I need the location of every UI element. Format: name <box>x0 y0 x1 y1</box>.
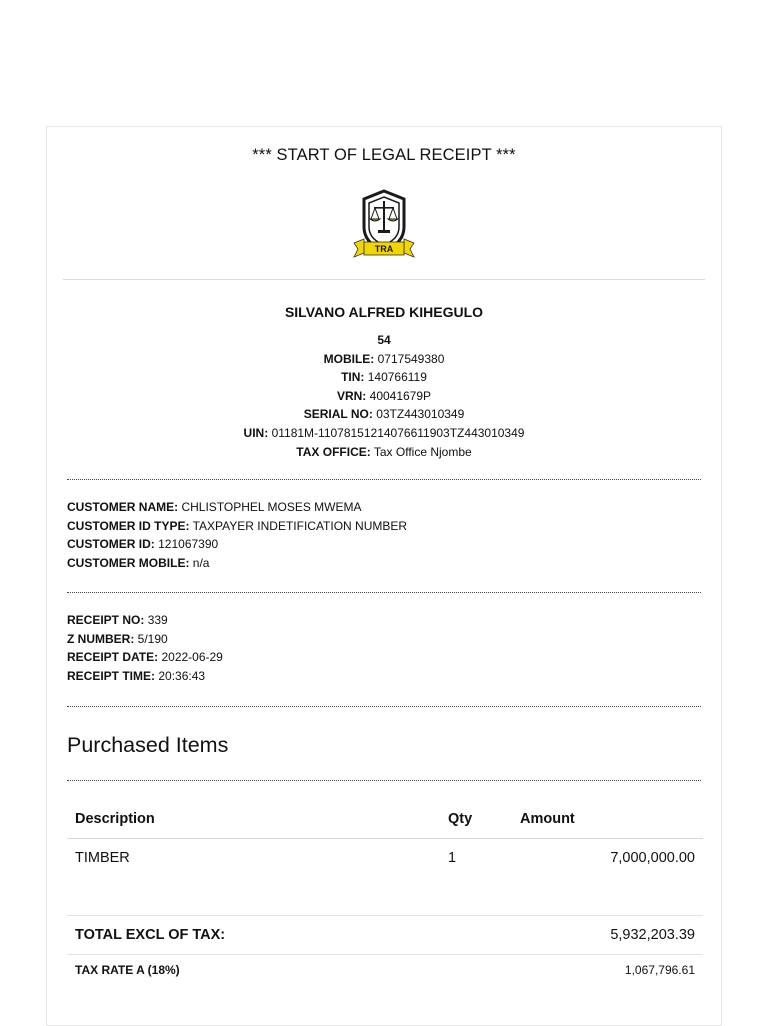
tax-rate-label: TAX RATE A (18%) <box>75 963 180 977</box>
dotted-divider <box>67 780 701 781</box>
customer-info <box>67 498 407 572</box>
z-number: Z NUMBER: 5/190 <box>67 631 168 646</box>
item-description: TIMBER <box>75 850 130 866</box>
total-excl-value: 5,932,203.39 <box>512 916 703 955</box>
receipt-card <box>46 126 722 1026</box>
column-header-description: Description <box>67 800 440 839</box>
customer-id: CUSTOMER ID: 121067390 <box>67 537 219 552</box>
table-spacer-row <box>67 877 703 916</box>
receipt-details <box>67 611 223 685</box>
table-row <box>67 839 703 878</box>
dotted-divider <box>67 592 701 593</box>
business-vrn: VRN: 40041679P <box>336 388 432 403</box>
receipt-heading: *** START OF LEGAL RECEIPT *** <box>252 146 516 164</box>
tax-rate-row <box>67 955 703 986</box>
receipt-date: RECEIPT DATE: 2022-06-29 <box>67 650 223 665</box>
business-tin: TIN: 140766119 <box>341 370 427 385</box>
item-qty: 1 <box>448 850 457 866</box>
receipt-number: RECEIPT NO: 339 <box>67 613 168 627</box>
item-amount: 7,000,000.00 <box>610 850 695 866</box>
business-mobile: MOBILE: 0717549380 <box>323 351 445 366</box>
dotted-divider <box>67 706 701 707</box>
receipt-time: RECEIPT TIME: 20:36:43 <box>67 668 206 683</box>
dotted-divider <box>67 479 701 480</box>
logo-text: TRA <box>374 244 394 254</box>
tax-rate-value: 1,067,796.61 <box>624 963 695 977</box>
business-tax-office: TAX OFFICE: Tax Office Njombe <box>296 444 472 459</box>
business-serial: SERIAL NO: 03TZ443010349 <box>303 407 465 422</box>
customer-name: CUSTOMER NAME: CHLISTOPHEL MOSES MWEMA <box>67 500 362 514</box>
tra-logo <box>352 187 416 261</box>
customer-id-type: CUSTOMER ID TYPE: TAXPAYER INDETIFICATION NUMBER <box>67 518 408 533</box>
business-number: 54 <box>377 333 391 347</box>
total-excl-row <box>67 916 703 955</box>
total-excl-label: TOTAL EXCL OF TAX: <box>67 916 512 955</box>
customer-mobile: CUSTOMER MOBILE: n/a <box>67 555 210 570</box>
business-info <box>47 331 721 461</box>
purchased-items-title: Purchased Items <box>67 733 229 757</box>
items-table <box>67 800 703 985</box>
business-name: SILVANO ALFRED KIHEGULO <box>284 304 484 320</box>
column-header-qty: Qty <box>440 800 512 839</box>
table-header-row <box>67 800 703 839</box>
business-uin: UIN: 01181M-11078151214076611903TZ443010349 <box>243 425 525 440</box>
column-header-amount: Amount <box>512 800 703 839</box>
divider <box>63 279 705 280</box>
